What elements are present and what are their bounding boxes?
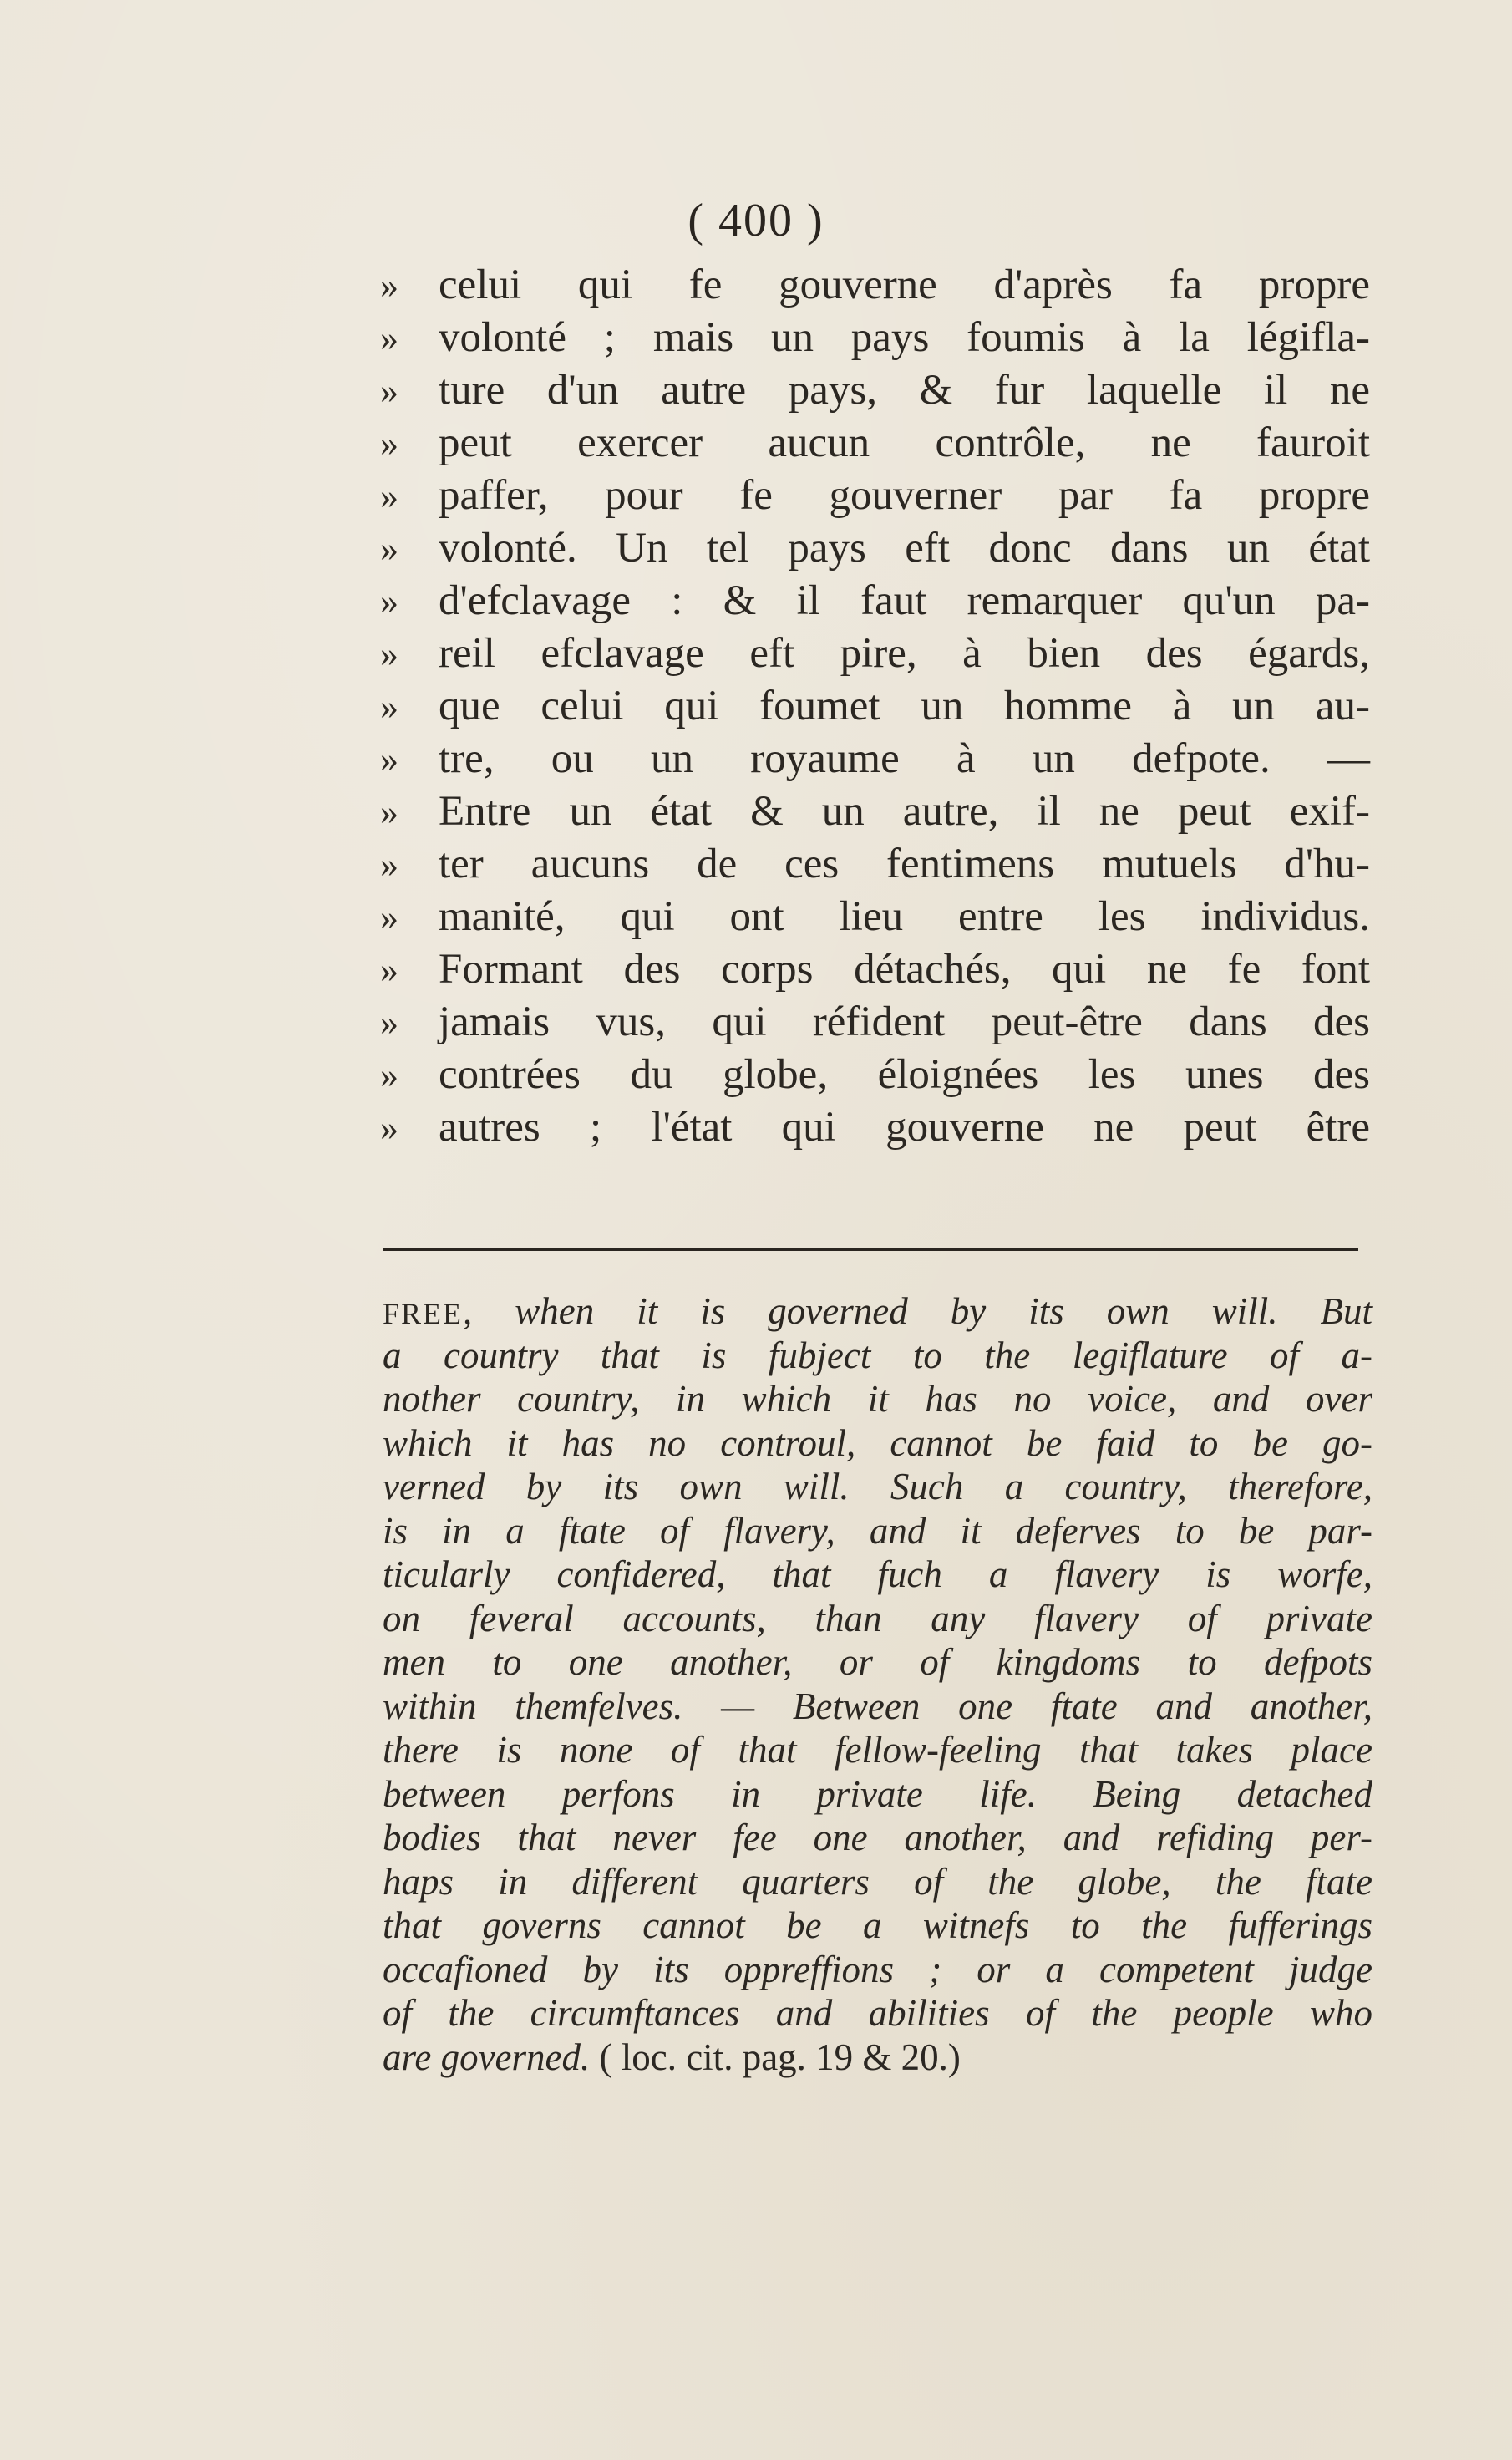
footnote-line: is in a ftate of flavery, and it deferves to be par- (383, 1509, 1372, 1552)
footnote-line: which it has no controul, cannot be faid to be go- (383, 1421, 1372, 1464)
footnote-line: FREE, when it is governed by its own will. But (383, 1290, 1372, 1332)
main-text-block (380, 259, 1370, 1154)
footnote-citation: ( loc. cit. pag. 19 & 20.) (599, 2036, 961, 2078)
text-line: » paffer, pour fe gouverner par fa propre (380, 470, 1370, 522)
footnote-block (383, 1289, 1372, 2079)
guillemet: » (380, 423, 398, 464)
footnote-lead-word: FREE (383, 1297, 464, 1330)
text-line: » Entre un état & un autre, il ne peut exif- (380, 785, 1370, 838)
text-line: » peut exercer aucun contrôle, ne fauroit (380, 417, 1370, 470)
footnote-line: within themfelves. — Between one ftate and another, (383, 1685, 1372, 1727)
guillemet: » (380, 1107, 398, 1148)
text-line: » volonté. Un tel pays eft donc dans un état (380, 522, 1370, 575)
text-line: » ture d'un autre pays, & fur laquelle il ne (380, 364, 1370, 417)
guillemet: » (380, 528, 398, 569)
guillemet: » (380, 686, 398, 727)
guillemet: » (380, 370, 398, 411)
guillemet: » (380, 318, 398, 358)
guillemet: » (380, 844, 398, 885)
guillemet: » (380, 633, 398, 674)
guillemet: » (380, 791, 398, 832)
text-line: » contrées du globe, éloignées les unes des (380, 1049, 1370, 1101)
footnote-line: there is none of that fellow-feeling that takes place (383, 1729, 1372, 1771)
text-line: » celui qui fe gouverne d'après fa propre (380, 259, 1370, 312)
text-line: » autres ; l'état qui gouverne ne peut être (380, 1101, 1370, 1154)
text-line: » ter aucuns de ces fentimens mutuels d'hu- (380, 838, 1370, 891)
footnote-line: bodies that never fee one another, and refiding per- (383, 1817, 1372, 1858)
guillemet: » (380, 475, 398, 516)
guillemet: » (380, 897, 398, 938)
guillemet: » (380, 1055, 398, 1095)
text-line: » volonté ; mais un pays foumis à la légifla- (380, 312, 1370, 364)
footnote-line: haps in different quarters of the globe, the ftate (383, 1860, 1372, 1903)
text-line: » d'efclavage : & il faut remarquer qu'un pa- (380, 575, 1370, 628)
text-line: » manité, qui ont lieu entre les individus. (380, 891, 1370, 943)
footnote-line: on feveral accounts, than any flavery of private (383, 1597, 1372, 1639)
guillemet: » (380, 1002, 398, 1043)
text-line: » Formant des corps détachés, qui ne fe font (380, 943, 1370, 996)
footnote-line: ticularly confidered, that fuch a flavery is worfe, (383, 1553, 1372, 1595)
footnote-line: a country that is fubject to the legiflature of a- (383, 1334, 1372, 1376)
text-line: » tre, ou un royaume à un defpote. — (380, 733, 1370, 785)
guillemet: » (380, 581, 398, 622)
footnote-line: nother country, in which it has no voice, and over (383, 1378, 1372, 1420)
text-line: » jamais vus, qui réfident peut-être dans des (380, 996, 1370, 1049)
footnote-line: that governs cannot be a witnefs to the fufferings (383, 1904, 1372, 1946)
footnote-divider-rule (383, 1248, 1358, 1251)
footnote-line: occafioned by its oppreffions ; or a competent judge (383, 1948, 1372, 1990)
guillemet: » (380, 739, 398, 780)
page-number: ( 400 ) (688, 195, 824, 247)
footnote-line: of the circumftances and abilities of the people who (383, 1992, 1372, 2034)
footnote-line: are governed. ( loc. cit. pag. 19 & 20.) (383, 2036, 961, 2078)
footnote-line: verned by its own will. Such a country, therefore, (383, 1466, 1372, 1507)
footnote-line: between perfons in private life. Being detached (383, 1772, 1372, 1815)
text-line: » que celui qui foumet un homme à un au- (380, 680, 1370, 733)
footnote-line: men to one another, or of kingdoms to defpots (383, 1641, 1372, 1683)
text-line: » reil efclavage eft pire, à bien des égards, (380, 628, 1370, 680)
guillemet: » (380, 949, 398, 990)
guillemet: » (380, 265, 398, 306)
